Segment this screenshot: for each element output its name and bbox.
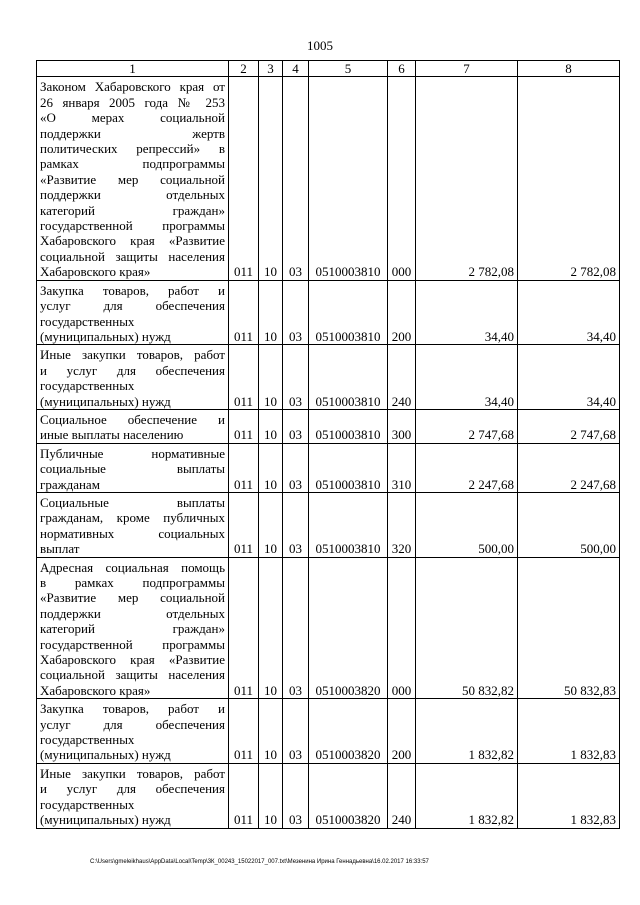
row-description [37,763,229,828]
desc-line: «Развитие мер социальной [40,171,225,187]
table-row [37,409,620,443]
amount-col-8: 34,40 [518,345,620,410]
row-description [37,443,229,492]
table-row [37,345,620,410]
desc-line: в рамках подпрограммы [40,575,225,590]
desc-line: гражданам, кроме публичных [40,510,225,526]
table-row [37,699,620,764]
desc-line: государственных [40,732,135,748]
ministry-code: 011 [229,77,259,280]
row-description [37,280,229,345]
desc-line: поддержки отдельных [40,605,225,621]
amount-col-7: 2 747,68 [416,409,518,443]
amount-col-8: 1 832,83 [518,763,620,828]
section-code: 10 [259,492,283,557]
header-cell: 8 [518,61,620,77]
file-path-footer: C:\Users\gmeleikhaus\AppData\Local\Temp\3К_00243_15022017_007.txt\Мезенина Ирина Геннадьевна\16.02.2017 16:33:57 [90,859,429,865]
amount-col-7: 1 832,82 [416,763,518,828]
amount-col-8: 34,40 [518,280,620,345]
desc-line: «О мерах социальной [40,110,225,126]
desc-line: выплат [40,541,80,557]
desc-line: Иные закупки товаров, работ [40,347,225,363]
amount-col-7: 500,00 [416,492,518,557]
expense-type-code: 000 [388,77,416,280]
row-description [37,699,229,764]
ministry-code: 011 [229,557,259,699]
expense-type-code: 240 [388,345,416,410]
expense-type-code: 000 [388,557,416,699]
desc-line: Адресная социальная помощь [40,559,225,575]
desc-line: социальные выплаты [40,461,225,477]
section-code: 10 [259,409,283,443]
desc-line: (муниципальных) нужд [40,747,171,763]
desc-line: Хабаровского края «Развитие [40,233,225,249]
section-code: 10 [259,763,283,828]
table-row [37,77,620,280]
desc-line: поддержки отдельных [40,187,225,203]
target-article-code: 0510003820 [309,763,388,828]
header-cell: 7 [416,61,518,77]
desc-line: поддержки жертв [40,125,225,141]
section-code: 10 [259,699,283,764]
desc-line: Закупка товаров, работ и [40,701,225,717]
amount-col-7: 34,40 [416,345,518,410]
desc-line: государственных [40,378,135,394]
desc-line: услуг для обеспечения [40,716,225,732]
desc-line: 26 января 2005 года № 253 [40,94,225,110]
target-article-code: 0510003810 [309,443,388,492]
expense-type-code: 200 [388,699,416,764]
desc-line: Социальные выплаты [40,494,225,510]
section-code: 10 [259,77,283,280]
table-row [37,280,620,345]
desc-line: государственной программы [40,218,225,234]
section-code: 10 [259,557,283,699]
desc-line: Закупка товаров, работ и [40,282,225,298]
target-article-code: 0510003810 [309,409,388,443]
expense-type-code: 240 [388,763,416,828]
budget-table [36,60,620,829]
table-row [37,492,620,557]
target-article-code: 0510003810 [309,280,388,345]
subsection-code: 03 [283,443,309,492]
page-number: 1005 [307,38,333,53]
row-description [37,345,229,410]
ministry-code: 011 [229,409,259,443]
ministry-code: 011 [229,280,259,345]
subsection-code: 03 [283,763,309,828]
header-cell: 1 [37,61,229,77]
subsection-code: 03 [283,557,309,699]
header-cell: 6 [388,61,416,77]
row-description [37,492,229,557]
ministry-code: 011 [229,443,259,492]
desc-line: иные выплаты населению [40,427,184,443]
desc-line: (муниципальных) нужд [40,328,171,344]
desc-line: рамках подпрограммы [40,156,225,172]
amount-col-8: 1 832,83 [518,699,620,764]
desc-line: социальной защиты населения [40,667,225,683]
header-row [37,61,620,77]
amount-col-7: 34,40 [416,280,518,345]
table-row [37,557,620,699]
row-description [37,557,229,699]
section-code: 10 [259,345,283,410]
header-cell: 4 [283,61,309,77]
desc-line: Публичные нормативные [40,445,225,461]
subsection-code: 03 [283,280,309,345]
ministry-code: 011 [229,345,259,410]
amount-col-8: 2 747,68 [518,409,620,443]
desc-line: и услуг для обеспечения [40,362,225,378]
amount-col-7: 1 832,82 [416,699,518,764]
ministry-code: 011 [229,492,259,557]
desc-line: и услуг для обеспечения [40,781,225,797]
table-row [37,763,620,828]
subsection-code: 03 [283,409,309,443]
subsection-code: 03 [283,492,309,557]
desc-line: Социальное обеспечение и [40,411,225,427]
target-article-code: 0510003810 [309,492,388,557]
section-code: 10 [259,280,283,345]
desc-line: (муниципальных) нужд [40,393,171,409]
table-row [37,443,620,492]
desc-line: категорий граждан» [40,621,225,637]
desc-line: политических репрессий» в [40,141,225,157]
subsection-code: 03 [283,345,309,410]
desc-line: Хабаровского края «Развитие [40,652,225,668]
ministry-code: 011 [229,763,259,828]
expense-type-code: 320 [388,492,416,557]
desc-line: категорий граждан» [40,202,225,218]
header-cell: 5 [309,61,388,77]
expense-type-code: 200 [388,280,416,345]
section-code: 10 [259,443,283,492]
desc-line: государственной программы [40,636,225,652]
amount-col-8: 2 782,08 [518,77,620,280]
desc-line: Хабаровского края» [40,264,151,280]
desc-line: Иные закупки товаров, работ [40,765,225,781]
target-article-code: 0510003810 [309,345,388,410]
desc-line: нормативных социальных [40,525,225,541]
desc-line: услуг для обеспечения [40,298,225,314]
expense-type-code: 300 [388,409,416,443]
target-article-code: 0510003820 [309,699,388,764]
row-description [37,409,229,443]
subsection-code: 03 [283,77,309,280]
desc-line: «Развитие мер социальной [40,590,225,606]
amount-col-8: 500,00 [518,492,620,557]
row-description [37,77,229,280]
amount-col-8: 2 247,68 [518,443,620,492]
amount-col-7: 50 832,82 [416,557,518,699]
desc-line: государственных [40,796,135,812]
desc-line: социальной защиты населения [40,248,225,264]
desc-line: государственных [40,313,135,329]
desc-line: (муниципальных) нужд [40,812,171,828]
ministry-code: 011 [229,699,259,764]
target-article-code: 0510003820 [309,557,388,699]
expense-type-code: 310 [388,443,416,492]
header-cell: 3 [259,61,283,77]
subsection-code: 03 [283,699,309,764]
desc-line: гражданам [40,476,100,492]
amount-col-7: 2 782,08 [416,77,518,280]
amount-col-7: 2 247,68 [416,443,518,492]
amount-col-8: 50 832,83 [518,557,620,699]
target-article-code: 0510003810 [309,77,388,280]
header-cell: 2 [229,61,259,77]
desc-line: Хабаровского края» [40,682,151,698]
desc-line: Законом Хабаровского края от [40,79,225,95]
